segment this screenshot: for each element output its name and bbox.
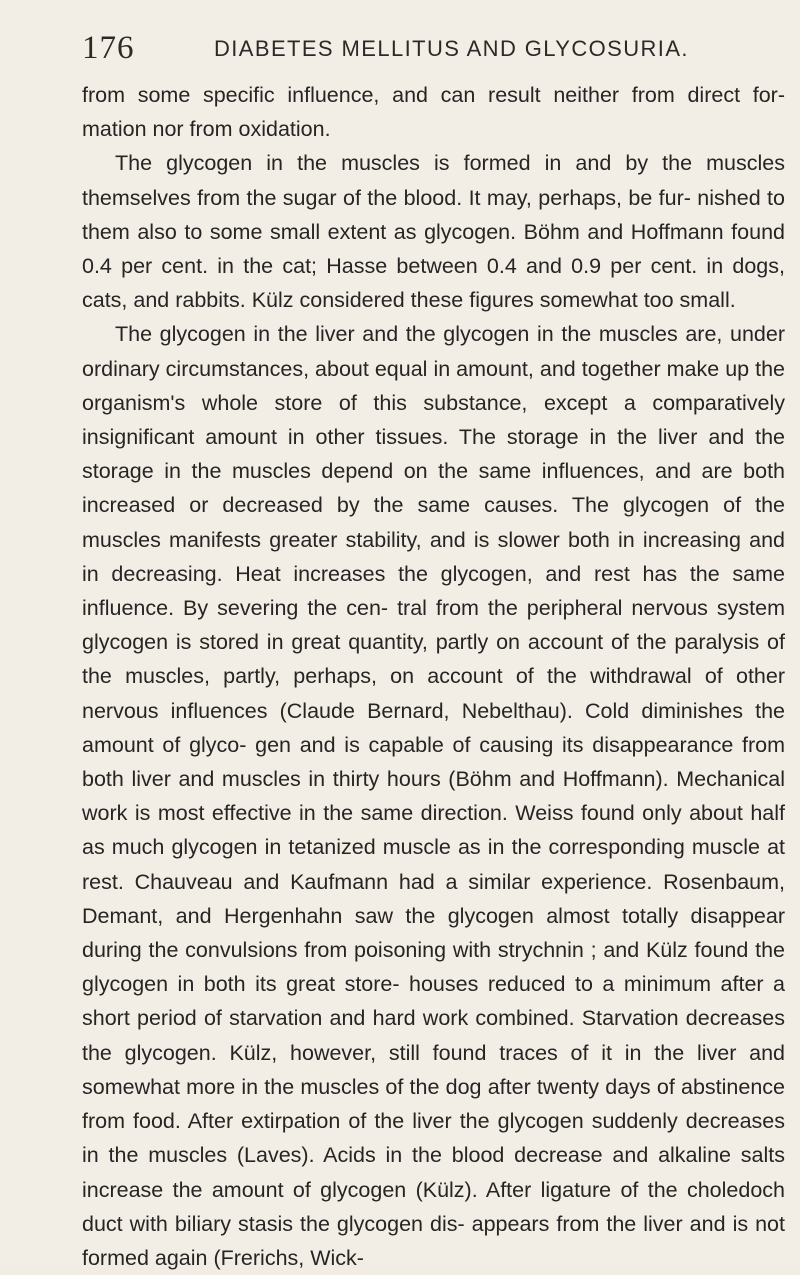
paragraph: from some specific influence, and can result neither from direct for- mation nor from oxidation. [82, 83, 785, 142]
running-title: DIABETES MELLITUS AND GLYCOSURIA. [214, 36, 689, 61]
paragraph: The glycogen in the liver and the glycogen in the muscles are, under ordinary circumstances, about equal in amount, and together make up the organism's whole store of this substance, except a comparatively insignificant amount in other tissues. The storage in the liver and the storage in the muscles depend on the same influences, and are both increased or decreased by the same causes. The glycogen of the muscles manifests greater stability, and is slower both in increasing and in decreasing. Heat increases the glycogen, and rest has the same influence. By severing the cen- tral from the peripheral nervous system glycogen is stored in great quantity, partly on account of the paralysis of the muscles, partly, perhaps, on account of the withdrawal of other nervous influences (Claude Bernard, Nebelthau). Cold diminishes the amount of glyco- gen and is capable of causing its disappearance from both liver and muscles in thirty hours (Böhm and Hoffmann). Mechanical work is most effective in the same direction. Weiss found only about half as much glycogen in tetanized muscle as in the corresponding muscle at rest. Chauveau and Kaufmann had a similar experience. Rosenbaum, Demant, and Hergenhahn saw the glycogen almost totally disappear during the convulsions from poisoning with strychnin ; and Külz found the glycogen in both its great store- houses reduced to a minimum after a short period of starvation and hard work combined. Starvation decreases the glycogen. Külz, however, still found traces of it in the liver and somewhat more in the muscles of the dog after twenty days of abstinence from food. After extirpation of the liver the glycogen suddenly decreases in the muscles (Laves). Acids in the blood decrease and alkaline salts increase the amount of glycogen (Külz). After ligature of the choledoch duct with biliary stasis the glycogen dis- appears from the liver and is not formed again (Frerichs, Wick- [82, 322, 785, 1270]
body-text [82, 78, 785, 1275]
page-header [82, 30, 800, 70]
paragraph: The glycogen in the muscles is formed in and by the muscles themselves from the sugar of the blood. It may, perhaps, be fur- nished to them also to some small extent as glycogen. Böhm and Hoffmann found 0.4 per cent. in the cat; Hasse between 0.4 and 0.9 per cent. in dogs, cats, and rabbits. Külz considered these figures somewhat too small. [82, 151, 785, 313]
page-number: 176 [82, 30, 135, 66]
